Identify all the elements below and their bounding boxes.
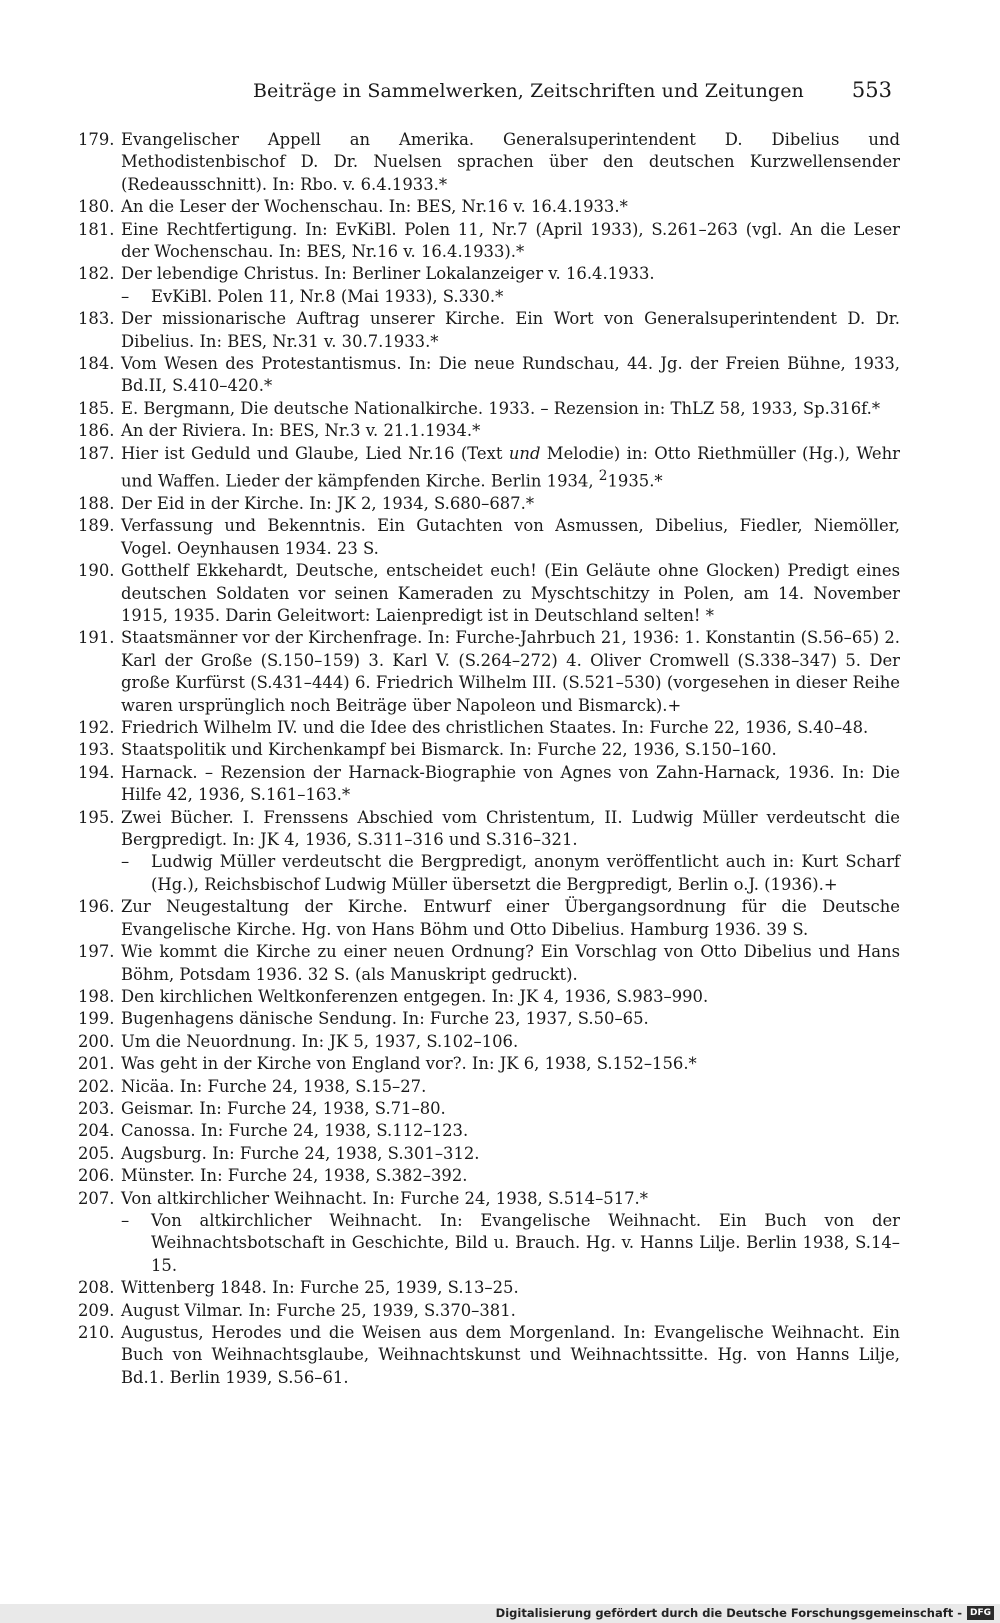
- list-item: [78, 515, 900, 560]
- entry-number: 191.: [78, 628, 115, 648]
- entry-number: 187.: [78, 443, 115, 463]
- entry-number: 193.: [78, 740, 115, 760]
- entry-text: Augsburg. In: Furche 24, 1938, S.301–312.: [121, 1143, 480, 1163]
- entry-number: 206.: [78, 1166, 115, 1186]
- entry-text: Eine Rechtfertigung. In: EvKiBl. Polen 11, Nr.7 (April 1933), S.261–263 (vgl. An die Leser der Wochenschau. In: BES, Nr.16 v. 16.4.1933).*: [121, 219, 900, 262]
- list-item: [78, 739, 900, 761]
- list-item: [78, 493, 900, 515]
- entry-number: 192.: [78, 718, 115, 738]
- entry-number: 199.: [78, 1009, 115, 1029]
- entry-number: 197.: [78, 942, 115, 962]
- entry-text: Den kirchlichen Weltkonferenzen entgegen. In: JK 4, 1936, S.983–990.: [121, 986, 709, 1006]
- list-item: [78, 1076, 900, 1098]
- list-item: [78, 1098, 900, 1120]
- entry-text: August Vilmar. In: Furche 25, 1939, S.370–381.: [121, 1300, 516, 1320]
- sub-dash: –: [121, 1210, 130, 1230]
- entry-number: 190.: [78, 561, 115, 581]
- list-item: [78, 762, 900, 807]
- entry-text: Von altkirchlicher Weihnacht. In: Furche 24, 1938, S.514–517.*: [121, 1188, 648, 1208]
- entry-text: Friedrich Wilhelm IV. und die Idee des christlichen Staates. In: Furche 22, 1936, S.40–48.: [121, 718, 869, 738]
- list-item: [78, 941, 900, 986]
- entry-number: 184.: [78, 354, 115, 374]
- list-item: [78, 986, 900, 1008]
- sub-entry-text: Von altkirchlicher Weihnacht. In: Evangelische Weihnacht. Ein Buch von der Weihnachtsbotschaft in Geschichte, Bild u. Brauch. Hg. v. Hanns Lilje. Berlin 1938, S.14–15.: [151, 1210, 900, 1275]
- entry-text: Staatspolitik und Kirchenkampf bei Bismarck. In: Furche 22, 1936, S.150–160.: [121, 740, 777, 760]
- entry-text: An der Riviera. In: BES, Nr.3 v. 21.1.1934.*: [121, 421, 481, 441]
- entry-number: 195.: [78, 807, 115, 827]
- entry-text: Bugenhagens dänische Sendung. In: Furche 23, 1937, S.50–65.: [121, 1009, 649, 1029]
- bibliography-list: [78, 129, 900, 1389]
- entry-text: Geismar. In: Furche 24, 1938, S.71–80.: [121, 1098, 446, 1118]
- entry-number: 196.: [78, 897, 115, 917]
- list-subitem: [78, 286, 900, 308]
- list-item: [78, 1008, 900, 1030]
- digitization-credit: Digitalisierung gefördert durch die Deutsche Forschungsgemeinschaft -: [495, 1606, 962, 1620]
- list-item: [78, 1277, 900, 1299]
- entry-text: E. Bergmann, Die deutsche Nationalkirche. 1933. – Rezension in: ThLZ 58, 1933, Sp.316f.*: [121, 398, 881, 418]
- entry-text-italic: und: [508, 443, 541, 463]
- entry-number: 194.: [78, 762, 115, 782]
- edition-superscript: 2: [598, 468, 608, 485]
- list-item: [78, 1165, 900, 1187]
- list-item: [78, 129, 900, 196]
- entry-text: Verfassung und Bekenntnis. Ein Gutachten von Asmussen, Dibelius, Fiedler, Niemöller, Vogel. Oeynhausen 1934. 23 S.: [121, 516, 900, 558]
- entry-number: 204.: [78, 1121, 115, 1141]
- entry-number: 208.: [78, 1278, 115, 1298]
- entry-text: Der lebendige Christus. In: Berliner Lokalanzeiger v. 16.4.1933.: [121, 264, 655, 284]
- entry-text: Münster. In: Furche 24, 1938, S.382–392.: [121, 1166, 468, 1186]
- list-item: [78, 627, 900, 717]
- list-subitem: [78, 851, 900, 896]
- list-item: [78, 1188, 900, 1210]
- entry-text: [121, 443, 900, 493]
- sub-entry-text: EvKiBl. Polen 11, Nr.8 (Mai 1933), S.330.*: [151, 286, 504, 306]
- entry-number: 182.: [78, 264, 115, 284]
- entry-text: Zwei Bücher. I. Frenssens Abschied vom Christentum, II. Ludwig Müller verdeutscht die Bergpredigt. In: JK 4, 1936, S.311–316 und S.316–321.: [121, 807, 900, 850]
- entry-text: Augustus, Herodes und die Weisen aus dem Morgenland. In: Evangelische Weihnacht. Ein Buch von Weihnachtsglaube, Weihnachtskunst und Weihnachtssitte. Hg. von Hanns Lilje, Bd.1. Berlin 1939, S.56–61.: [121, 1323, 900, 1387]
- entry-text: Um die Neuordnung. In: JK 5, 1937, S.102–106.: [121, 1031, 519, 1051]
- list-item: [78, 717, 900, 739]
- entry-text: Wittenberg 1848. In: Furche 25, 1939, S.13–25.: [121, 1278, 519, 1298]
- entry-text: Wie kommt die Kirche zu einer neuen Ordnung? Ein Vorschlag von Otto Dibelius und Hans Böhm, Potsdam 1936. 32 S. (als Manuskript gedruckt).: [121, 942, 900, 984]
- entry-number: 189.: [78, 516, 115, 536]
- running-head: Beiträge in Sammelwerken, Zeitschriften und Zeitungen: [253, 80, 804, 102]
- entry-number: 180.: [78, 197, 115, 217]
- list-item: [78, 398, 900, 420]
- entry-number: 202.: [78, 1076, 115, 1096]
- entry-number: 183.: [78, 309, 115, 329]
- entry-text-part: Hier ist Geduld und Glaube, Lied Nr.16 (Text: [121, 443, 509, 463]
- entry-text: Staatsmänner vor der Kirchenfrage. In: Furche-Jahrbuch 21, 1936: 1. Konstantin (S.56–65) 2. Karl der Große (S.150–159) 3. Karl V. (S.264–272) 4. Oliver Cromwell (S.338–347) 5. Der große Kurfürst (S.431–444) 6. Friedrich Wilhelm III. (S.521–530) (vorgesehen in dieser Reihe waren ursprünglich noch Beiträge über Napoleon und Bismarck).+: [121, 628, 900, 715]
- entry-number: 188.: [78, 493, 115, 513]
- entry-text: Zur Neugestaltung der Kirche. Entwurf einer Übergangsordnung für die Deutsche Evangelische Kirche. Hg. von Hans Böhm und Otto Dibelius. Hamburg 1936. 39 S.: [121, 897, 900, 939]
- list-item: [78, 1120, 900, 1142]
- list-item: [78, 1031, 900, 1053]
- entry-text: Der Eid in der Kirche. In: JK 2, 1934, S.680–687.*: [121, 493, 535, 513]
- entry-number: 186.: [78, 421, 115, 441]
- entry-number: 205.: [78, 1143, 115, 1163]
- entry-text: Harnack. – Rezension der Harnack-Biographie von Agnes von Zahn-Harnack, 1936. In: Die Hilfe 42, 1936, S.161–163.*: [121, 762, 900, 805]
- list-item: [78, 263, 900, 285]
- page-number: 553: [851, 78, 892, 102]
- entry-text: Was geht in der Kirche von England vor?. In: JK 6, 1938, S.152–156.*: [121, 1054, 697, 1074]
- entry-number: 185.: [78, 398, 115, 418]
- entry-number: 179.: [78, 130, 115, 149]
- entry-number: 200.: [78, 1031, 115, 1051]
- list-item: [78, 219, 900, 264]
- entry-number: 198.: [78, 986, 115, 1006]
- list-subitem: [78, 1210, 900, 1277]
- list-item: [78, 807, 900, 852]
- entry-text: Gotthelf Ekkehardt, Deutsche, entscheidet euch! (Ein Geläute ohne Glocken) Predigt eines deutschen Soldaten vor seinen Kameraden zu Myschtschitzy in Polen, am 14. November 1915, 1935. Darin Geleitwort: Laienpredigt ist in Deutschland selten! *: [121, 561, 900, 625]
- entry-text: Canossa. In: Furche 24, 1938, S.112–123.: [121, 1121, 469, 1141]
- entry-text: An die Leser der Wochenschau. In: BES, Nr.16 v. 16.4.1933.*: [121, 197, 628, 217]
- list-item: [78, 1300, 900, 1322]
- dfg-logo: DFG: [967, 1606, 994, 1620]
- list-item: [78, 353, 900, 398]
- list-item: [78, 1053, 900, 1075]
- list-item: [78, 1143, 900, 1165]
- sub-dash: –: [121, 852, 130, 872]
- entry-text: Vom Wesen des Protestantismus. In: Die neue Rundschau, 44. Jg. der Freien Bühne, 1933, Bd.II, S.410–420.*: [121, 354, 900, 396]
- list-item: [78, 308, 900, 353]
- list-item: [78, 420, 900, 442]
- entry-number: 181.: [78, 219, 115, 239]
- list-item: [78, 896, 900, 941]
- sub-entry-text: Ludwig Müller verdeutscht die Bergpredigt, anonym veröffentlicht auch in: Kurt Scharf (Hg.), Reichsbischof Ludwig Müller übersetzt die Bergpredigt, Berlin o.J. (1936).+: [151, 852, 900, 894]
- entry-text: Evangelischer Appell an Amerika. Generalsuperintendent D. Dibelius und Methodistenbischof D. Dr. Nuelsen sprachen über den deutschen Kurzwellensender (Redeausschnitt). In: Rbo. v. 6.4.1933.*: [121, 130, 900, 194]
- entry-number: 201.: [78, 1054, 115, 1074]
- list-item: [78, 560, 900, 627]
- entry-text-part: Melodie) in: Otto Riethmüller (Hg.), Wehr und Waffen. Lieder der kämpfenden Kirche. Berlin 1934,: [121, 443, 900, 491]
- entry-number: 209.: [78, 1300, 115, 1320]
- entry-number: 210.: [78, 1323, 115, 1342]
- sub-dash: –: [121, 286, 130, 306]
- entry-text: Der missionarische Auftrag unserer Kirche. Ein Wort von Generalsuperintendent D. Dr. Dibelius. In: BES, Nr.31 v. 30.7.1933.*: [121, 309, 900, 351]
- list-item: [78, 196, 900, 218]
- list-item: [78, 443, 900, 493]
- entry-number: 207.: [78, 1188, 115, 1208]
- entry-text: Nicäa. In: Furche 24, 1938, S.15–27.: [121, 1076, 427, 1096]
- list-item: [78, 1322, 900, 1389]
- entry-number: 203.: [78, 1098, 115, 1118]
- entry-text-part: 1935.*: [607, 471, 663, 491]
